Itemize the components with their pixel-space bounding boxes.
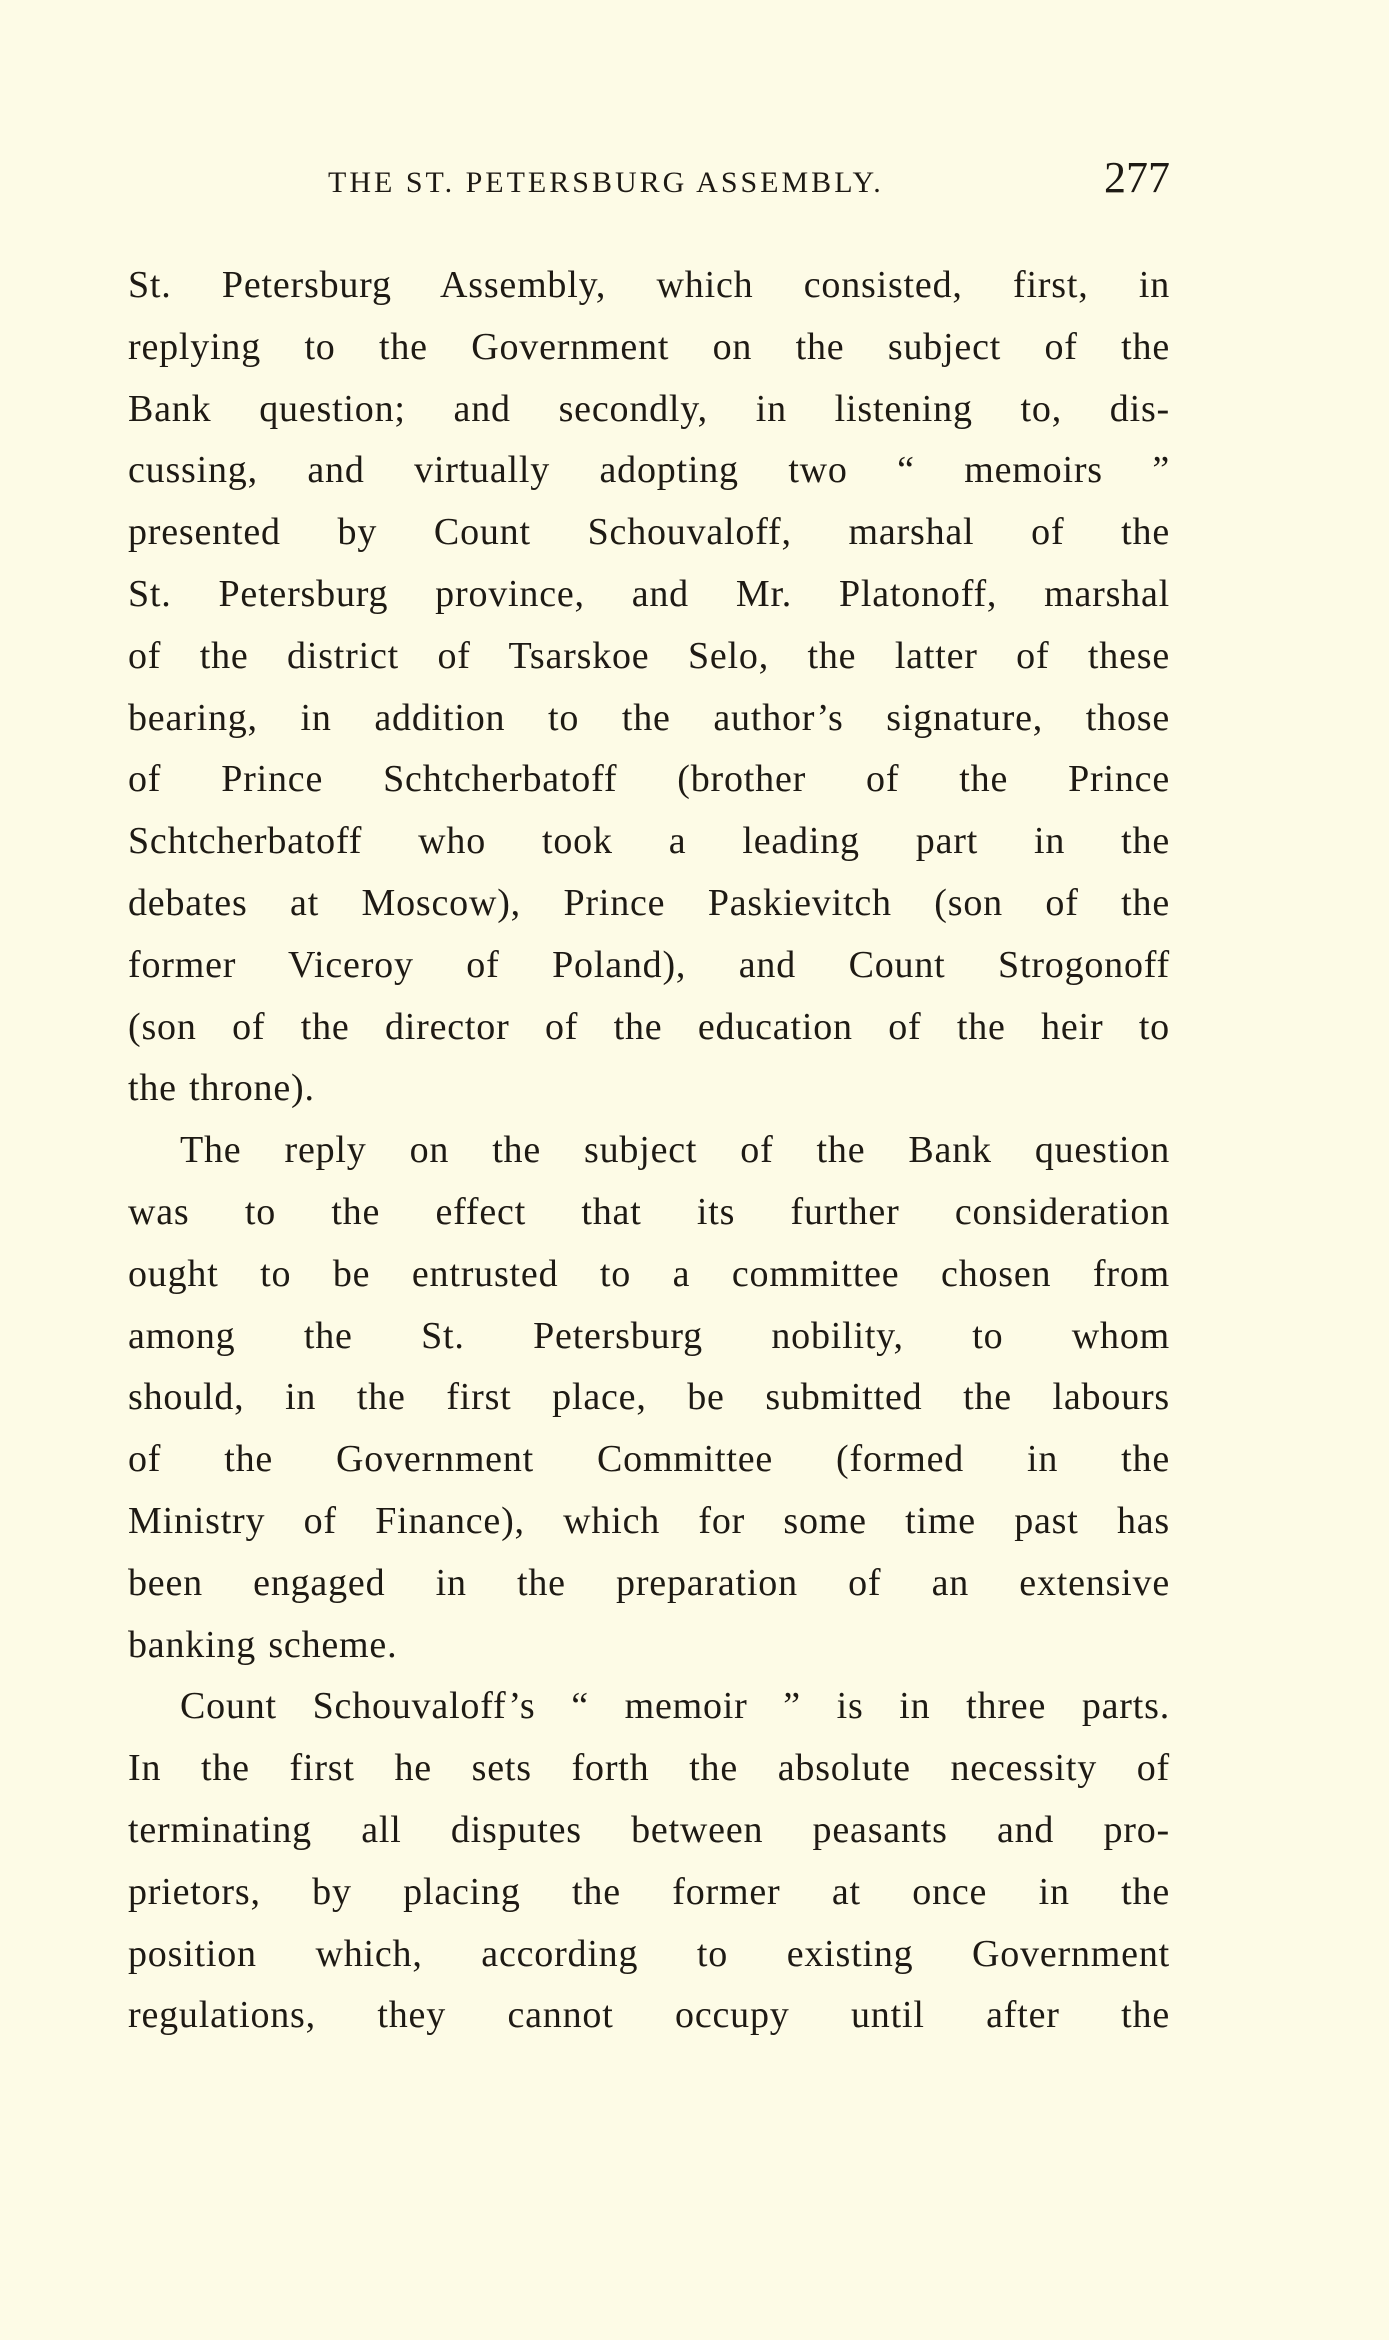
text-line: position which, according to existing Government [128,1932,1170,1975]
paragraph-first-line: The reply on the subject of the Bank question [180,1129,1170,1172]
text-line: debates at Moscow), Prince Paskievitch (son of the [128,881,1170,924]
text-line: (son of the director of the education of the heir to [128,1005,1170,1048]
text-line: St. Petersburg Assembly, which consisted, first, in [128,264,1170,306]
text-line: In the first he sets forth the absolute necessity of [128,1747,1170,1790]
text-line: Bank question; and secondly, in listening to, dis- [128,387,1170,430]
page-header [128,152,1170,212]
text-line: of the Government Committee (formed in the [128,1438,1170,1481]
text-line: should, in the first place, be submitted the labours [128,1376,1170,1419]
text-line: among the St. Petersburg nobility, to whom [128,1314,1170,1357]
text-line: was to the effect that its further consideration [128,1190,1170,1233]
running-head: THE ST. PETERSBURG ASSEMBLY. [328,166,884,199]
text-line: ought to be entrusted to a committee chosen from [128,1252,1170,1295]
text-line: banking scheme. [128,1623,398,1666]
text-line: bearing, in addition to the author’s signature, those [128,696,1170,739]
paragraph-first-line: Count Schouvaloff’s “ memoir ” is in three parts. [180,1685,1170,1728]
text-line: terminating all disputes between peasants and pro- [128,1808,1170,1851]
text-line: replying to the Government on the subject of the [128,325,1170,368]
text-line: been engaged in the preparation of an extensive [128,1561,1170,1604]
text-line: presented by Count Schouvaloff, marshal of the [128,511,1170,554]
body-text [128,255,1170,2047]
page-number: 277 [1104,153,1170,202]
text-line: of Prince Schtcherbatoff (brother of the Prince [128,758,1170,801]
text-line: Ministry of Finance), which for some time past has [128,1499,1170,1542]
text-line: of the district of Tsarskoe Selo, the latter of these [128,634,1170,677]
text-line: regulations, they cannot occupy until after the [128,1994,1170,2037]
text-line: Schtcherbatoff who took a leading part in the [128,820,1170,863]
text-line: the throne). [128,1067,315,1110]
text-line: former Viceroy of Poland), and Count Strogonoff [128,943,1170,986]
text-line: prietors, by placing the former at once in the [128,1870,1170,1913]
text-line: cussing, and virtually adopting two “ memoirs ” [128,449,1170,492]
text-line: St. Petersburg province, and Mr. Platonoff, marshal [128,572,1170,615]
